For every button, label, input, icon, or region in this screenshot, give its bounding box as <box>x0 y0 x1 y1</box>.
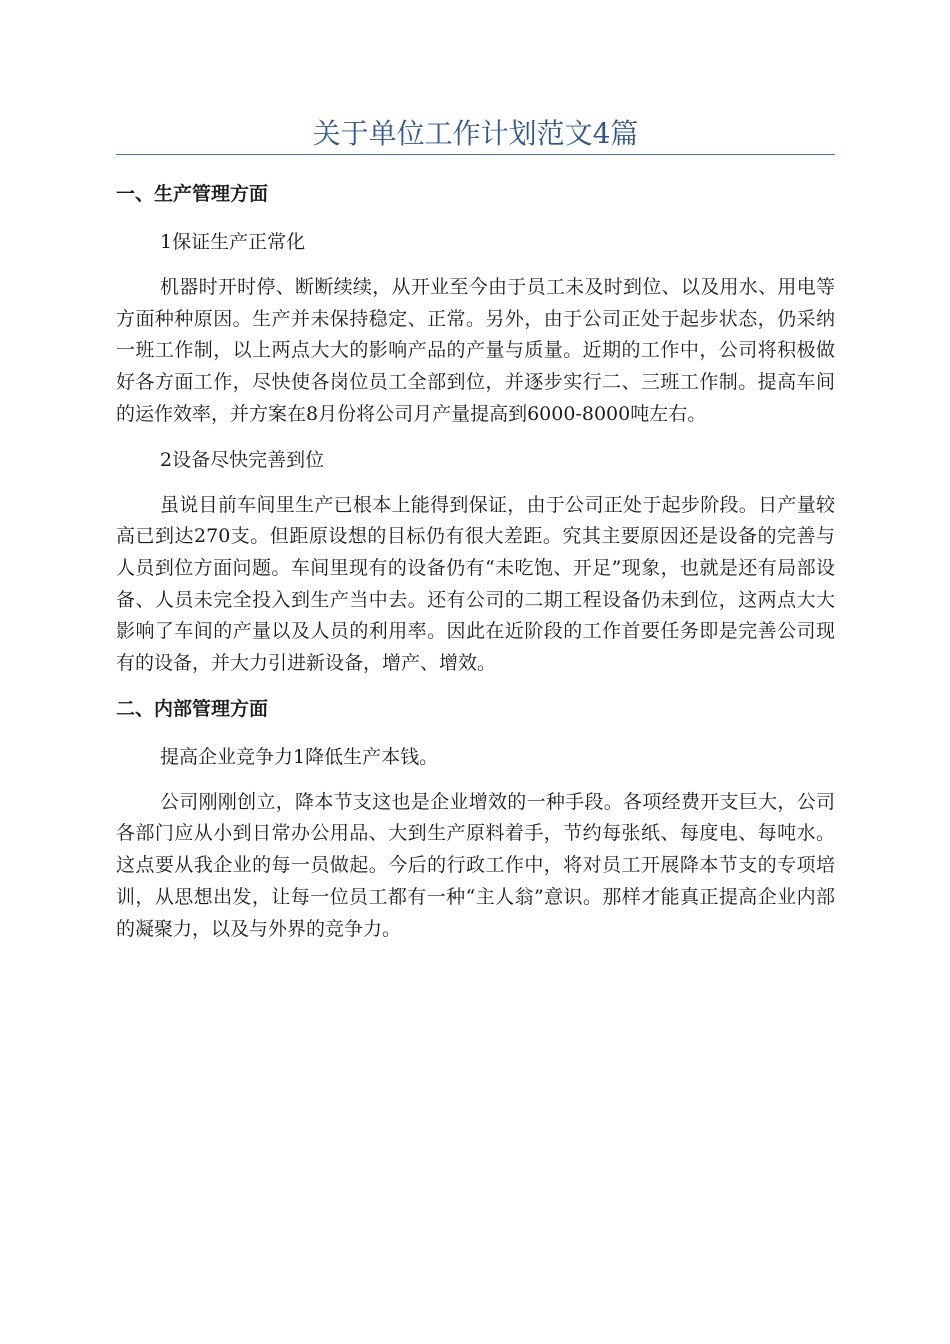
subheading-normalize-production: 1保证生产正常化 <box>160 231 306 253</box>
title-underline <box>116 154 835 155</box>
paragraph-production-stability: 机器时开时停、断断续续，从开业至今由于员工未及时到位、以及用水、用电等方面种种原因。生产并未保持稳定、正常。另外，由于公司正处于起步状态，仍采纳一班工作制，以上两点大大的影响产品的产量与质量。近期的工作中，公司将积极做好各方面工作，尽快使各岗位员工全部到位，并逐步实行二、三班工作制。提高车间的运作效率，并方案在8月份将公司月产量提高到6000-8000吨左右。 <box>116 276 835 425</box>
document-body <box>116 177 835 957</box>
document-title: 关于单位工作计划范文4篇 <box>312 117 639 150</box>
subheading-competitiveness: 提高企业竞争力1降低生产本钱。 <box>160 745 439 768</box>
section-heading-production: 一、生产管理方面 <box>116 183 269 205</box>
section-heading-internal-management: 二、内部管理方面 <box>116 697 269 720</box>
paragraph-equipment: 虽说目前车间里生产已根本上能得到保证，由于公司正处于起步阶段。日产量较高已到达270支。但距原设想的目标仍有很大差距。究其主要原因还是设备的完善与人员到位方面问题。车间里现有的设备仍有“未吃饱、开足”现象，也就是还有局部设备、人员未完全投入到生产当中去。还有公司的二期工程设备仍未到位，这两点大大影响了车间的产量以及人员的利用率。因此在近阶段的工作首要任务即是完善公司现有的设备，并大力引进新设备，增产、增效。 <box>116 493 835 675</box>
subheading-equipment: 2设备尽快完善到位 <box>160 448 325 471</box>
paragraph-cost-reduction: 公司刚刚创立，降本节支这也是企业增效的一种手段。各项经费开支巨大，公司各部门应从小到日常办公用品、大到生产原料着手，节约每张纸、每度电、每吨水。这点要从我企业的每一员做起。今后的行政工作中，将对员工开展降本节支的专项培训，从思想出发，让每一位员工都有一种“主人翁”意识。那样才能真正提高企业内部的凝聚力，以及与外界的竞争力。 <box>116 790 835 940</box>
